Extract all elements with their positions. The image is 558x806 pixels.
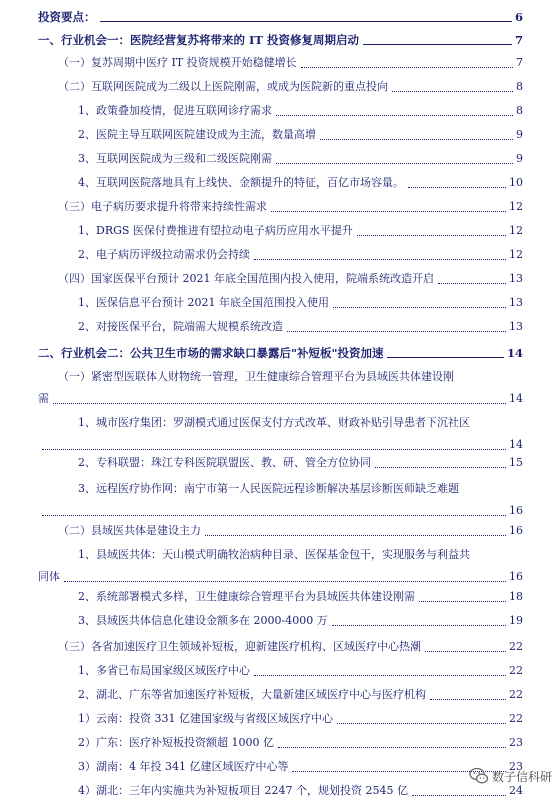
toc-entry-page: 22	[509, 688, 523, 701]
dot-leader	[100, 21, 512, 22]
toc-entry-continuation: 需	[38, 392, 49, 405]
toc-entry-page: 12	[509, 224, 523, 237]
toc-entry-title: 3、县域医共体信息化建设金额多在 2000-4000 万	[78, 614, 328, 627]
toc-entry-title: （二）互联网医院成为二级以上医院刚需，或成为医院新的重点投向	[58, 80, 388, 93]
toc-entry-page: 13	[509, 272, 523, 285]
toc-entry-page: 7	[514, 33, 523, 47]
toc-entry-title: 投资要点：	[38, 10, 96, 24]
toc-entry-page: 24	[509, 784, 523, 797]
toc-entry-title: 1）云南：投资 331 亿建国家级与省级区域医疗中心	[78, 712, 333, 725]
toc-entry-title: 2）广东：医疗补短板投资额超 1000 亿	[78, 736, 274, 749]
toc-entry-page: 16	[509, 524, 523, 537]
toc-entry-title: （一）紧密型医联体人财物统一管理，卫生健康综合管理平台为县域医共体建设刚	[58, 370, 454, 383]
toc-entry-title: 二、行业机会二：公共卫生市场的需求缺口暴露后"补短板"投资加速	[38, 346, 384, 360]
toc-entry-title: 4、互联网医院落地具有上线快、金额提升的特征，百亿市场容量。	[78, 176, 404, 189]
toc-entry-title: 3、远程医疗协作网：南宁市第一人民医院远程诊断解决基层诊断医师缺乏难题	[78, 482, 459, 495]
toc-entry-page: 22	[509, 664, 523, 677]
toc-entry-title: （三）电子病历要求提升将带来持续性需求	[58, 200, 267, 213]
toc-entry-title: （二）县域医共体是建设主力	[58, 524, 201, 537]
dot-leader	[271, 211, 506, 212]
toc-entry-page: 7	[516, 56, 523, 69]
toc-entry-page: 12	[509, 200, 523, 213]
dot-leader	[387, 357, 504, 358]
toc-entry-page: 19	[509, 614, 523, 627]
dot-leader	[254, 675, 506, 676]
dot-leader	[278, 747, 506, 748]
toc-entry-title: 2、湖北、广东等省加速医疗补短板，大量新建区域医疗中心与医疗机构	[78, 688, 426, 701]
dot-leader	[64, 581, 506, 582]
toc-entry-page: 15	[509, 456, 523, 469]
toc-entry-title: 2、电子病历评级拉动需求仍会持续	[78, 248, 250, 261]
toc-entry-page: 13	[509, 296, 523, 309]
toc-entry-title: 2、对接医保平台，院端需大规模系统改造	[78, 320, 283, 333]
toc-entry-page: 22	[509, 640, 523, 653]
toc-entry-page: 18	[509, 590, 523, 603]
dot-leader	[276, 115, 513, 116]
toc-entry-continuation: 同体	[38, 570, 60, 583]
toc-entry-title: （一）复苏周期中医疗 IT 投资规模开始稳健增长	[58, 56, 297, 69]
toc-entry-title: 3）湖南：4 年投 341 亿建区域医疗中心等	[78, 760, 289, 773]
toc-entry-page: 13	[509, 320, 523, 333]
toc-entry-page: 8	[516, 104, 523, 117]
toc-entry-page: 8	[516, 80, 523, 93]
dot-leader	[425, 651, 506, 652]
toc-entry-page: 14	[509, 392, 523, 405]
dot-leader	[42, 515, 506, 516]
toc-entry-page: 9	[516, 128, 523, 141]
toc-entry-title: 2、医院主导互联网医院建设成为主流，数量高增	[78, 128, 316, 141]
toc-entry-title: 2、系统部署模式多样，卫生健康综合管理平台为县域医共体建设刚需	[78, 590, 415, 603]
toc-entry-title: 4）湖北：三年内实施共为补短板项目 2247 个，规划投资 2545 亿	[78, 784, 408, 797]
dot-leader	[430, 699, 506, 700]
toc-entry-title: 1、政策叠加疫情，促进互联网诊疗需求	[78, 104, 272, 117]
toc-entry-title: （三）各省加速医疗卫生领域补短板，迎新建医疗机构、区域医疗中心热潮	[58, 640, 421, 653]
dot-leader	[205, 535, 506, 536]
toc-entry-page: 16	[509, 570, 523, 583]
dot-leader	[408, 187, 506, 188]
dot-leader	[276, 163, 513, 164]
dot-leader	[287, 331, 506, 332]
toc-entry-page: 6	[514, 10, 523, 24]
dot-leader	[419, 601, 506, 602]
toc-entry-title: 一、行业机会一：医院经营复苏将带来的 IT 投资修复周期启动	[38, 33, 359, 47]
dot-leader	[254, 259, 506, 260]
toc-entry-title: 1、县域医共体：天山模式明确牧治病种目录、医保基金包干，实现服务与利益共	[78, 548, 470, 561]
toc-entry-title: 1、多省已布局国家级区域医疗中心	[78, 664, 250, 677]
toc-entry-page: 23	[509, 736, 523, 749]
toc-entry-page: 10	[509, 176, 523, 189]
dot-leader	[363, 44, 512, 45]
watermark-text: 数子信科研	[491, 769, 552, 784]
wechat-icon	[469, 766, 489, 786]
toc-entry-page: 14	[509, 438, 523, 451]
watermark	[469, 766, 552, 786]
toc-entry-page: 9	[516, 152, 523, 165]
toc-entry-title: 1、DRGS 医保付费推进有望拉动电子病历应用水平提升	[78, 224, 353, 237]
dot-leader	[53, 403, 506, 404]
toc-entry-page: 22	[509, 712, 523, 725]
dot-leader	[438, 283, 506, 284]
dot-leader	[42, 449, 506, 450]
toc-entry-page: 23	[509, 760, 523, 773]
toc-entry-title: （四）国家医保平台预计 2021 年底全国范围内投入使用，院端系统改造开启	[58, 272, 434, 285]
toc-entry-title: 1、医保信息平台预计 2021 年底全国范围投入使用	[78, 296, 329, 309]
toc-entry-page: 14	[506, 346, 523, 360]
dot-leader	[337, 723, 506, 724]
toc-entry-title: 1、城市医疗集团：罗湖模式通过医保支付方式改革、财政补贴引导患者下沉社区	[78, 416, 470, 429]
dot-leader	[357, 235, 506, 236]
toc-entry-title: 2、专科联盟：珠江专科医院联盟医、教、研、管全方位协同	[78, 456, 371, 469]
dot-leader	[392, 91, 513, 92]
dot-leader	[320, 139, 513, 140]
toc-entry-title: 3、互联网医院成为三级和二级医院刚需	[78, 152, 272, 165]
dot-leader	[332, 625, 506, 626]
toc-entry-page: 16	[509, 504, 523, 517]
dot-leader	[333, 307, 506, 308]
toc-entry-page: 12	[509, 248, 523, 261]
dot-leader	[375, 467, 506, 468]
dot-leader	[412, 795, 506, 796]
dot-leader	[301, 67, 513, 68]
